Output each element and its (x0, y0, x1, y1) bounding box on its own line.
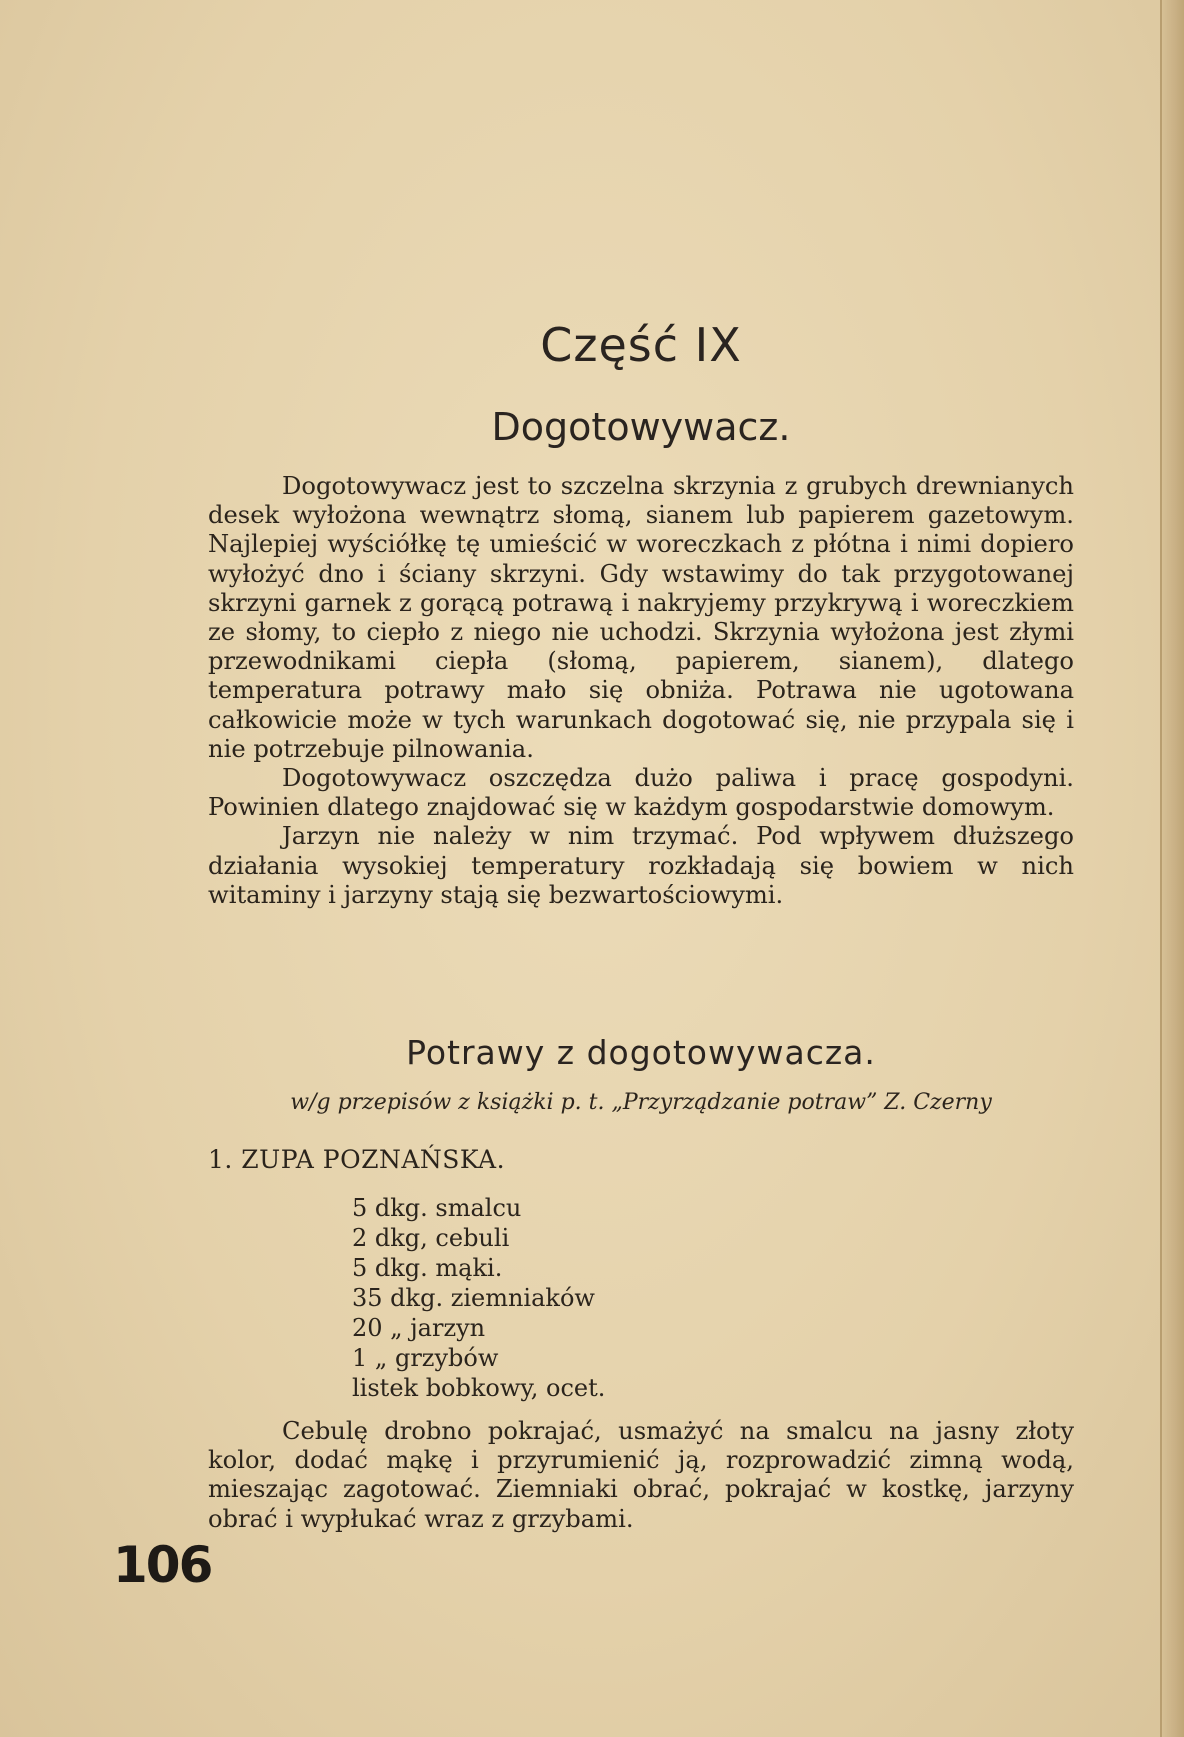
page-edge (1160, 0, 1184, 1737)
ingredient-item: listek bobkowy, ocet. (352, 1374, 606, 1402)
paragraph-3: Jarzyn nie należy w nim trzymać. Pod wpływem dłuższego działania wysokiej temperatury rozkładają się bowiem w nich witaminy i jarzyny stają się bezwartościowymi. (208, 822, 1074, 909)
page-number: 106 (113, 1536, 212, 1594)
recipe-heading: 1. ZUPA POZNAŃSKA. (208, 1145, 506, 1174)
ingredient-item: 2 dkg, cebuli (352, 1224, 510, 1252)
ingredient-list (352, 1193, 605, 1403)
source-line: w/g przepisów z książki p. t. „Przyrządzanie potraw” Z. Czerny (290, 1090, 992, 1115)
paragraph-2: Dogotowywacz oszczędza dużo paliwa i pracę gospodyni. Powinien dlatego znajdować się w każdym gospodarstwie domowym. (208, 764, 1074, 822)
body-text (208, 472, 1074, 910)
recipe-method (208, 1417, 1074, 1534)
ingredient-item: 5 dkg. smalcu (352, 1194, 522, 1222)
section-title: Dogotowywacz. (491, 405, 791, 449)
paragraph-1: Dogotowywacz jest to szczelna skrzynia z grubych drewnianych desek wyłożona wewnątrz słomą, sianem lub papierem gazetowym. Najlepiej wyściółkę tę umieścić w woreczkach z płótna i nimi dopiero wyłożyć dno i ściany skrzyni. Gdy wstawimy do tak przygotowanej skrzyni garnek z gorącą potrawą i nakryjemy przykrywą i woreczkiem ze słomy, to ciepło z niego nie uchodzi. Skrzynia wyłożona jest złymi przewodnikami ciepła (słomą, papierem, sianem), dlatego temperatura potrawy mało się obniża. Potrawa nie ugotowana całkowicie może w tych warunkach dogotować się, nie przypala się i nie potrzebuje pilnowania. (208, 472, 1074, 763)
ingredient-item: 1 „ grzybów (352, 1344, 499, 1372)
method-text: Cebulę drobno pokrajać, usmażyć na smalcu na jasny złoty kolor, dodać mąkę i przyrumienić ją, rozprowadzić zimną wodą, mieszając zagotować. Ziemniaki obrać, pokrajać w kostkę, jarzyny obrać i wypłukać wraz z grzybami. (208, 1417, 1074, 1533)
ingredient-item: 20 „ jarzyn (352, 1314, 486, 1342)
part-title: Część IX (540, 318, 742, 372)
ingredient-item: 5 dkg. mąki. (352, 1254, 503, 1282)
ingredient-item: 35 dkg. ziemniaków (352, 1284, 595, 1312)
recipes-title: Potrawy z dogotowywacza. (406, 1033, 876, 1072)
